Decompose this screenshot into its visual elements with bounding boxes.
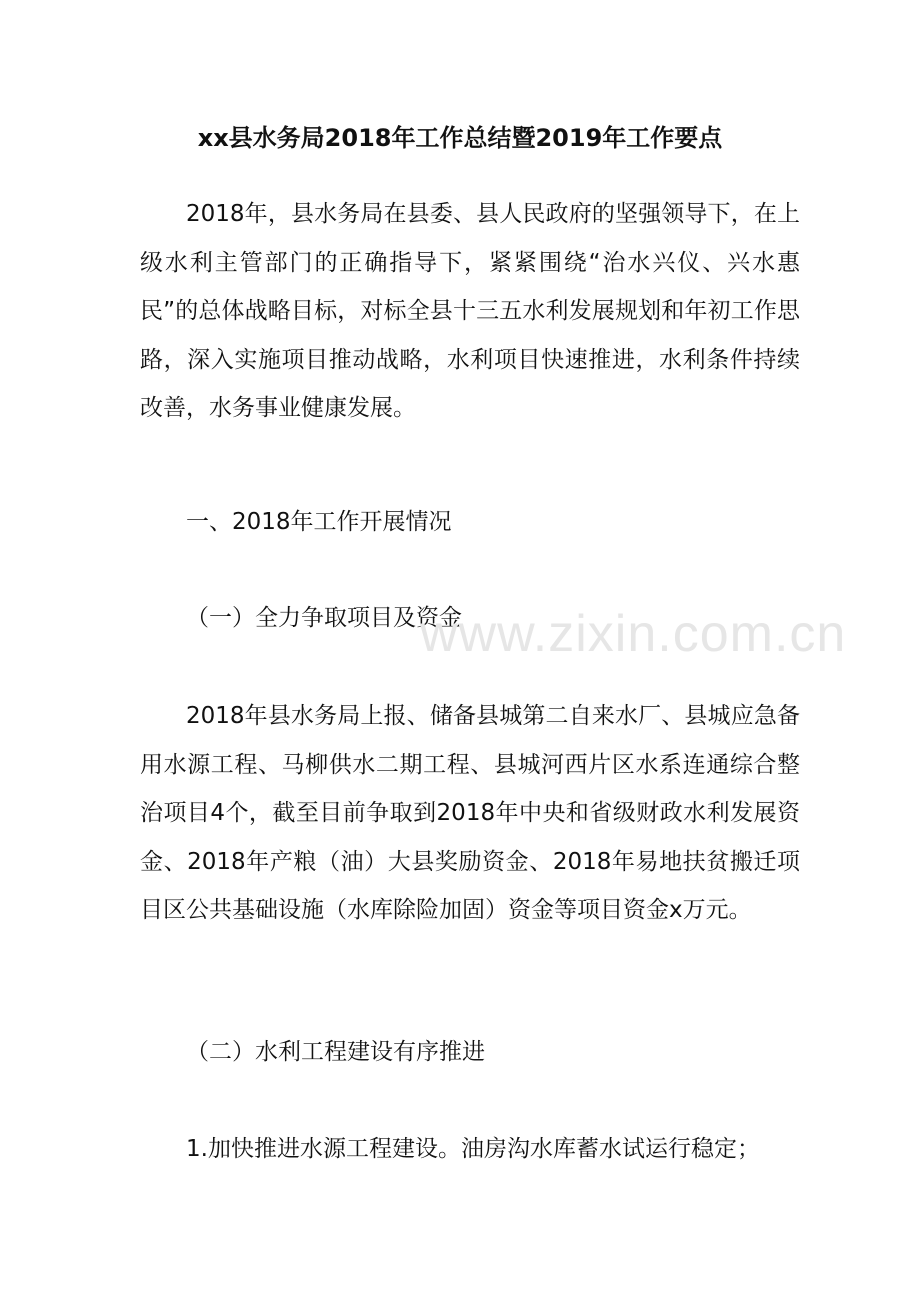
section-heading-1: 一、2018年工作开展情况: [186, 509, 452, 535]
list-item-1: 1.加快推进水源工程建设。油房沟水库蓄水试运行稳定；: [186, 1136, 760, 1162]
document-title: xx县水务局2018年工作总结暨2019年工作要点: [197, 124, 723, 152]
subsection-heading-1: （一）全力争取项目及资金: [186, 605, 462, 631]
subsection-1-paragraph: 2018年县水务局上报、储备县城第二自来水厂、县城应急备用水源工程、马柳供水二期工程、县城河西片区水系连通综合整治项目4个，截至目前争取到2018年中央和省级财政水利发展资金、2018年产粮（油）大县奖励资金、2018年易地扶贫搬迁项目区公共基础设施（水库除险加固）资金等项目资金x万元。: [140, 703, 800, 924]
subsection-heading-2: （二）水利工程建设有序推进: [186, 1039, 485, 1065]
watermark: www.zixin.com.cn: [420, 605, 847, 663]
intro-paragraph: 2018年，县水务局在县委、县人民政府的坚强领导下，在上级水利主管部门的正确指导下，紧紧围绕“治水兴仪、兴水惠民”的总体战略目标，对标全县十三五水利发展规划和年初工作思路，深入实施项目推动战略，水利项目快速推进，水利条件持续改善，水务事业健康发展。: [140, 201, 800, 422]
